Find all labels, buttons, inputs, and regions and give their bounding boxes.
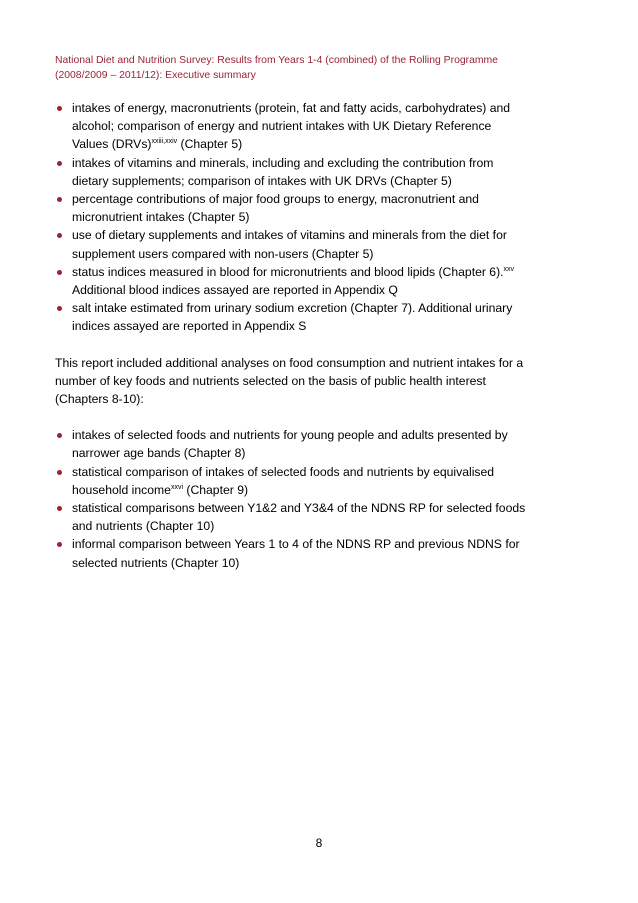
list-item: intakes of selected foods and nutrients for young people and adults presented by narrower age bands (Chapter 8)	[55, 426, 585, 462]
page-number: 8	[315, 836, 323, 850]
header-line-1: National Diet and Nutrition Survey: Results from Years 1-4 (combined) of the Rolling Programme	[55, 55, 498, 66]
bullet-icon	[57, 506, 62, 511]
endnote-reference[interactable]: xxiii,xxiv	[151, 138, 178, 146]
list-item: use of dietary supplements and intakes of vitamins and minerals from the diet for supplement users compared with non-users (Chapter 5)	[55, 226, 585, 262]
list-item: salt intake estimated from urinary sodium excretion (Chapter 7). Additional urinary indices assayed are reported in Appendix S	[55, 299, 585, 335]
running-header	[55, 53, 585, 83]
page-content	[55, 99, 585, 572]
bullet-icon	[57, 306, 62, 311]
list-item: informal comparison between Years 1 to 4 of the NDNS RP and previous NDNS for selected nutrients (Chapter 10)	[55, 535, 585, 571]
bullet-list-analyses	[55, 99, 585, 336]
endnote-reference[interactable]: xxvi	[170, 483, 183, 491]
endnote-reference[interactable]: xxv	[503, 265, 515, 273]
list-item: intakes of vitamins and minerals, including and excluding the contribution from dietary supplements; comparison of intakes with UK DRVs (Chapter 5)	[55, 154, 585, 190]
bullet-icon	[57, 270, 62, 275]
bullet-icon	[57, 161, 62, 166]
list-item: status indices measured in blood for micronutrients and blood lipids (Chapter 6).$^{xxv}$ Additional blood indices assayed are reported in Appendix Q	[55, 263, 585, 299]
list-item: intakes of energy, macronutrients (protein, fat and fatty acids, carbohydrates) and alcohol; comparison of energy and nutrient intakes with UK Dietary Reference Values (DRVs)$^{xxiii,xxiv}$ (Chapter 5)	[55, 99, 585, 154]
bullet-icon	[57, 433, 62, 438]
bullet-icon	[57, 106, 62, 111]
list-item: statistical comparisons between Y1&2 and Y3&4 of the NDNS RP for selected foods and nutrients (Chapter 10)	[55, 499, 585, 535]
bullet-icon	[57, 233, 62, 238]
bullet-icon	[57, 197, 62, 202]
list-item: statistical comparison of intakes of selected foods and nutrients by equivalised household income$^{xxvi}$ (Chapter 9)	[55, 463, 585, 499]
additional-analyses-paragraph: This report included additional analyses on food consumption and nutrient intakes for a number of key foods and nutrients selected on the basis of public health interest (Chapters 8-10):	[55, 355, 524, 407]
header-line-2: (2008/2009 – 2011/12): Executive summary	[55, 70, 256, 81]
bullet-icon	[57, 542, 62, 547]
bullet-icon	[57, 470, 62, 475]
list-item: percentage contributions of major food groups to energy, macronutrient and micronutrient intakes (Chapter 5)	[55, 190, 585, 226]
bullet-list-additional	[55, 426, 585, 572]
